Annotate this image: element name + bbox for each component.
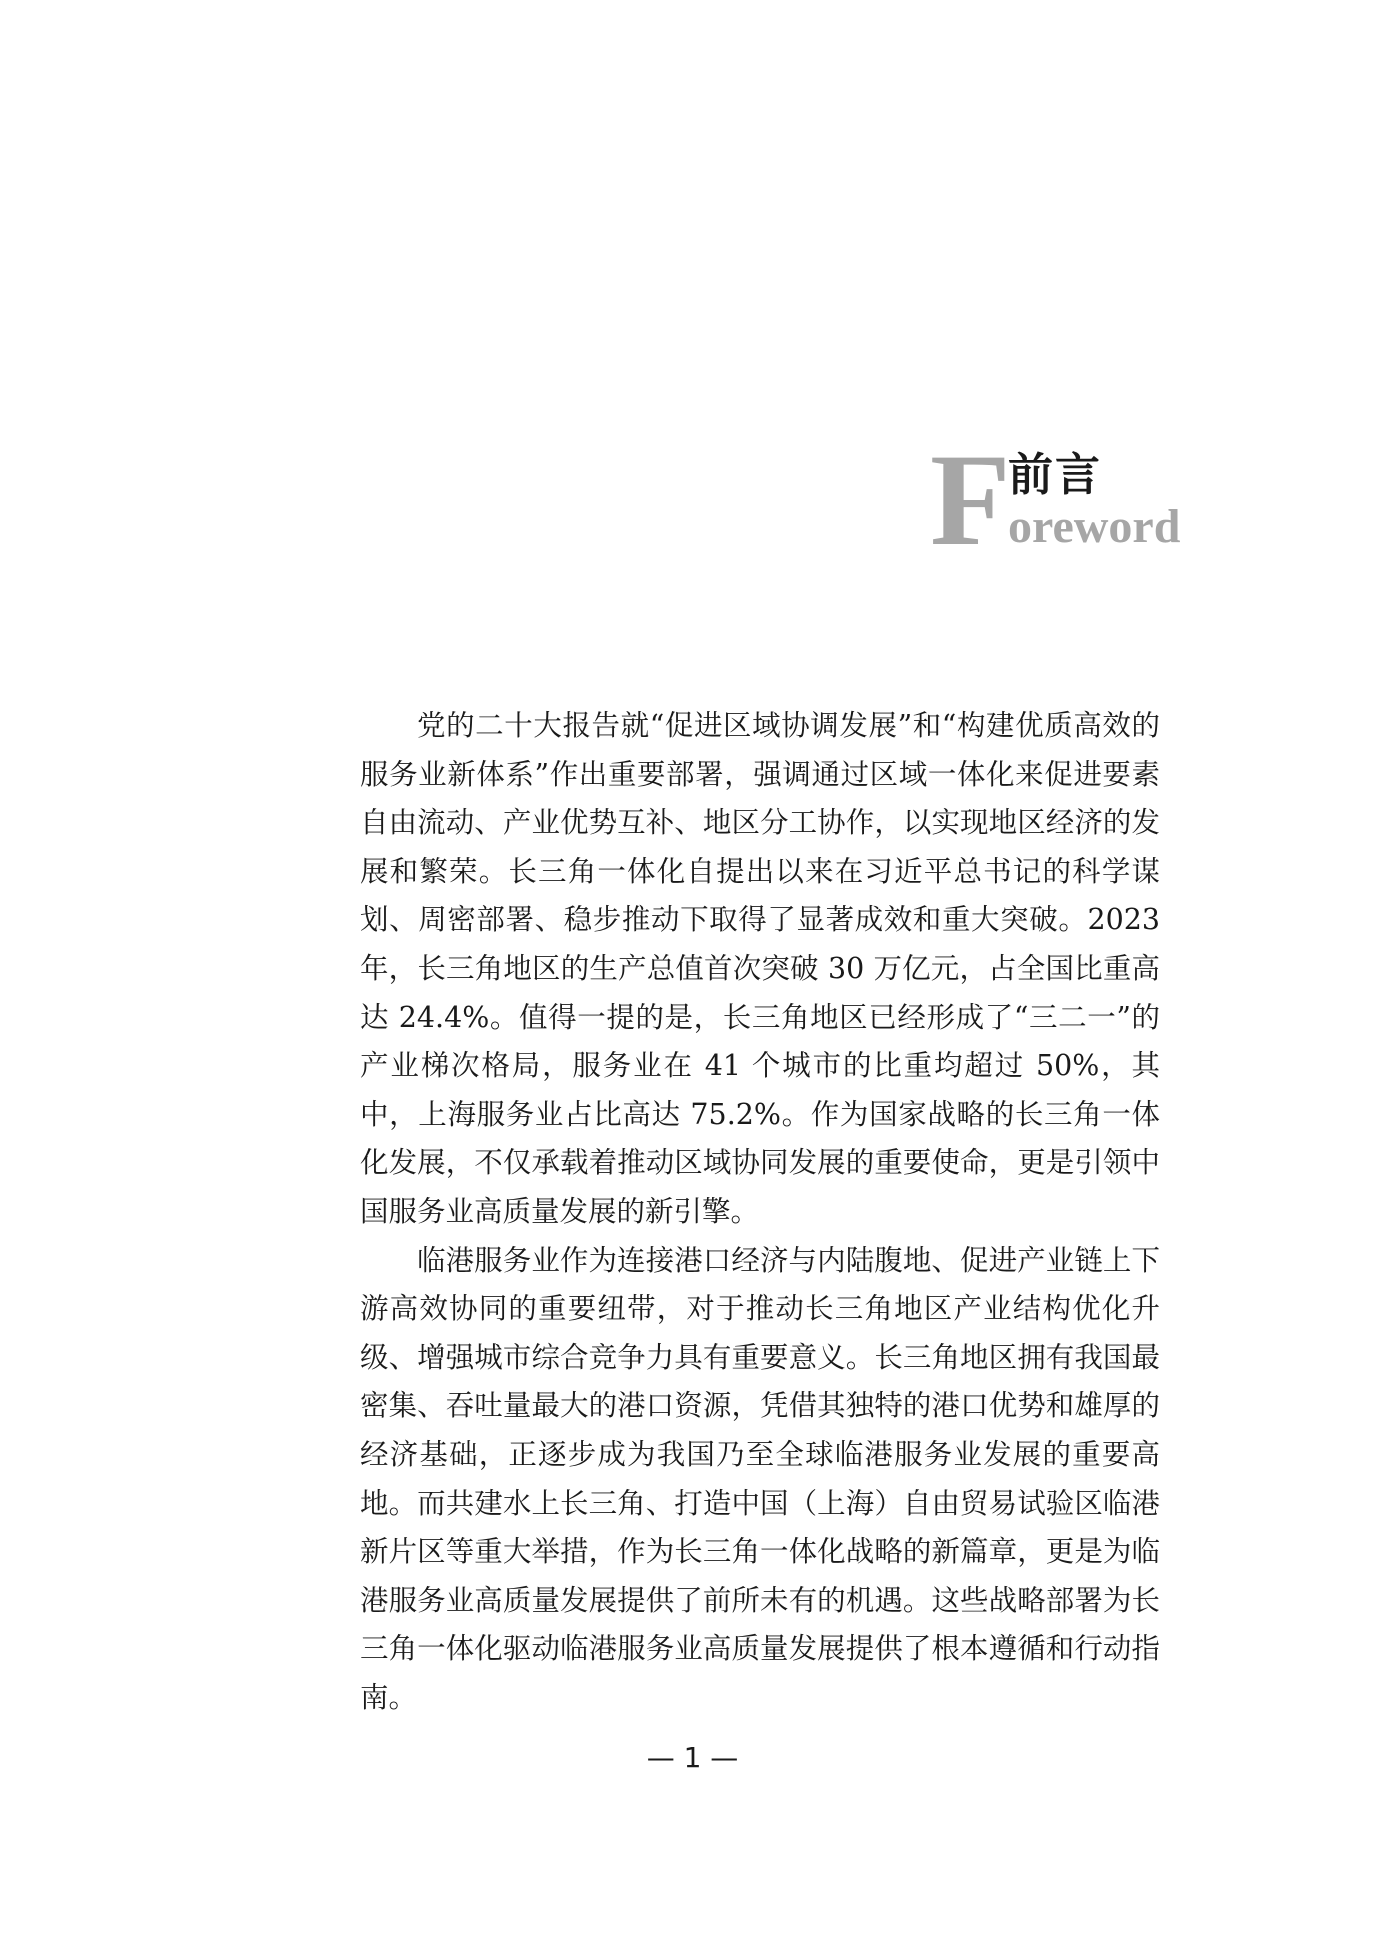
page-number: — 1 — <box>646 1741 739 1774</box>
paragraph-2: 临港服务业作为连接港口经济与内陆腹地、促进产业链上下游高效协同的重要纽带，对于推动长三角地区产业结构优化升级、增强城市综合竞争力具有重要意义。长三角地区拥有我国最密集、吞吐量最大的港口资源，凭借其独特的港口优势和雄厚的经济基础，正逐步成为我国乃至全球临港服务业发展的重要高地。而共建水上长三角、打造中国（上海）自由贸易试验区临港新片区等重大举措，作为长三角一体化战略的新篇章，更是为临港服务业高质量发展提供了前所未有的机遇。这些战略部署为长三角一体化驱动临港服务业高质量发展提供了根本遵循和行动指南。 <box>360 1243 1160 1714</box>
foreword-initial-letter: F <box>930 426 1011 573</box>
foreword-heading <box>930 426 1181 573</box>
foreword-body <box>360 702 1160 1722</box>
foreword-title-chinese: 前言 <box>1008 448 1103 501</box>
paragraph-1: 党的二十大报告就“促进区域协调发展”和“构建优质高效的服务业新体系”作出重要部署，强调通过区域一体化来促进要素自由流动、产业优势互补、地区分工协作，以实现地区经济的发展和繁荣。长三角一体化自提出以来在习近平总书记的科学谋划、周密部署、稳步推动下取得了显著成效和重大突破。2023 年，长三角地区的生产总值首次突破 30 万亿元，占全国比重高达 24.4%。值得一提的是，长三角地区已经形成了“三二一”的产业梯次格局，服务业在 41 个城市的比重均超过 50%，其中，上海服务业占比高达 75.2%。作为国家战略的长三角一体化发展，不仅承载着推动区域协同发展的重要使命，更是引领中国服务业高质量发展的新引擎。 <box>360 709 1160 1228</box>
foreword-title-english: oreword <box>1008 500 1181 553</box>
